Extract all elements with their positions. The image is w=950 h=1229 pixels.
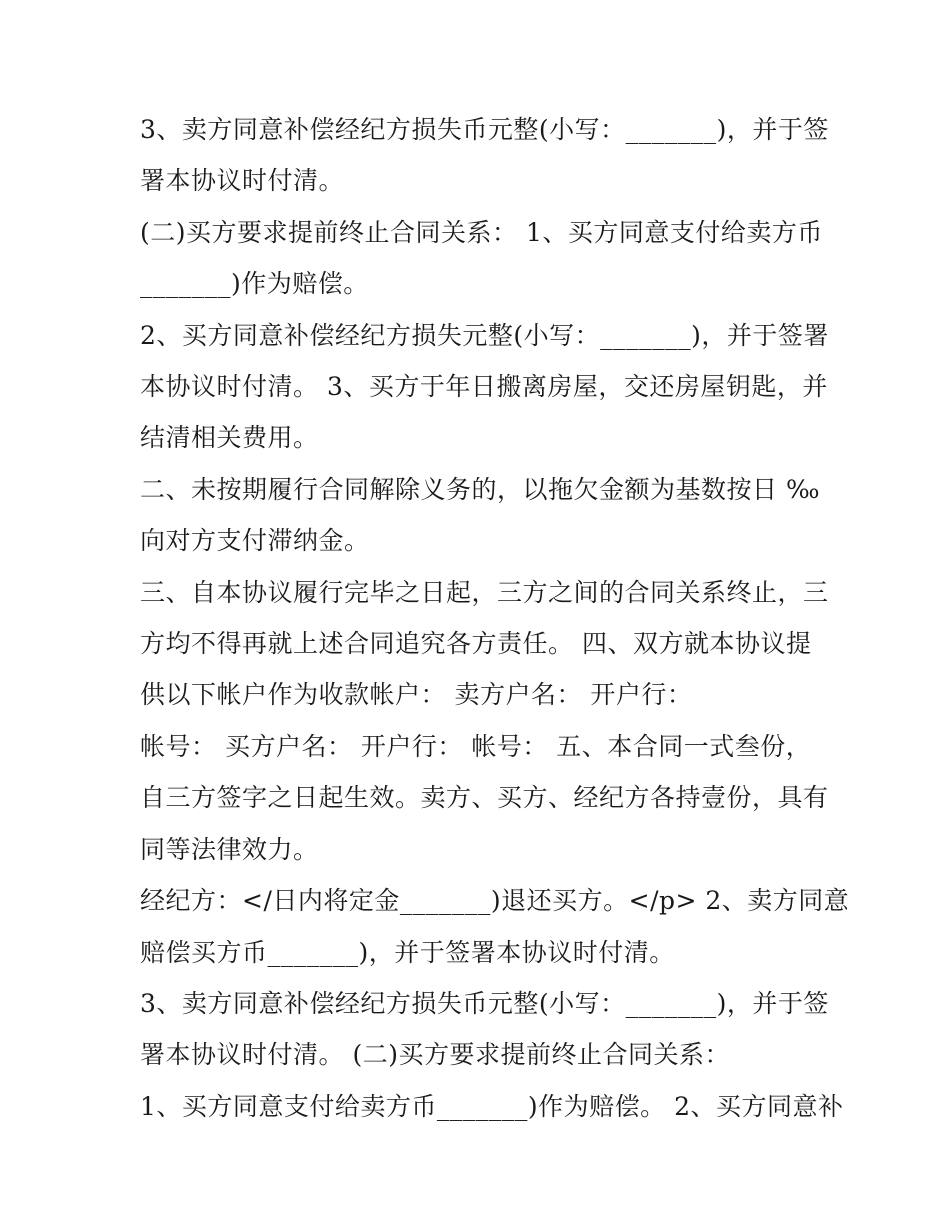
- text-line: 同等法律效力。: [140, 834, 319, 864]
- text-line: (二)买方要求提前终止合同关系： 1、买方同意支付给卖方币: [140, 217, 823, 247]
- text-line: 3、卖方同意补偿经纪方损失币元整(小写：_______)，并于签: [140, 988, 829, 1018]
- document-body: [140, 104, 850, 1132]
- text-line: 经纪方：</日内将定金_______)退还买方。</p> 2、卖方同意: [140, 886, 850, 916]
- text-line: 2、买方同意补偿经纪方损失元整(小写：_______)，并于签署: [140, 320, 829, 350]
- text-line: 3、卖方同意补偿经纪方损失币元整(小写：_______)，并于签: [140, 115, 829, 144]
- text-line: 帐号： 买方户名： 开户行： 帐号： 五、本合同一式叁份，: [140, 731, 812, 761]
- text-line: 本协议时付清。 3、买方于年日搬离房屋，交还房屋钥匙，并: [140, 372, 828, 402]
- text-line: 向对方支付滞纳金。: [140, 526, 370, 556]
- text-line: 署本协议时付清。 (二)买方要求提前终止合同关系：: [140, 1040, 730, 1070]
- text-line: 署本协议时付清。: [140, 166, 345, 196]
- text-line: 赔偿买方币_______)，并于签署本协议时付清。: [140, 937, 675, 967]
- text-line: 自三方签字之日起生效。卖方、买方、经纪方各持壹份，具有: [140, 783, 829, 813]
- text-line: 三、自本协议履行完毕之日起，三方之间的合同关系终止，三: [140, 577, 829, 607]
- text-line: 二、未按期履行合同解除义务的，以拖欠金额为基数按日 ‰: [140, 474, 820, 504]
- text-line: 1、买方同意支付给卖方币_______)作为赔偿。 2、买方同意补: [140, 1091, 844, 1121]
- text-line: 方均不得再就上述合同追究各方责任。 四、双方就本协议提: [140, 629, 812, 659]
- text-line: 结清相关费用。: [140, 423, 319, 453]
- text-line: 供以下帐户作为收款帐户： 卖方户名： 开户行：: [140, 680, 693, 710]
- text-line: _______)作为赔偿。: [140, 269, 369, 299]
